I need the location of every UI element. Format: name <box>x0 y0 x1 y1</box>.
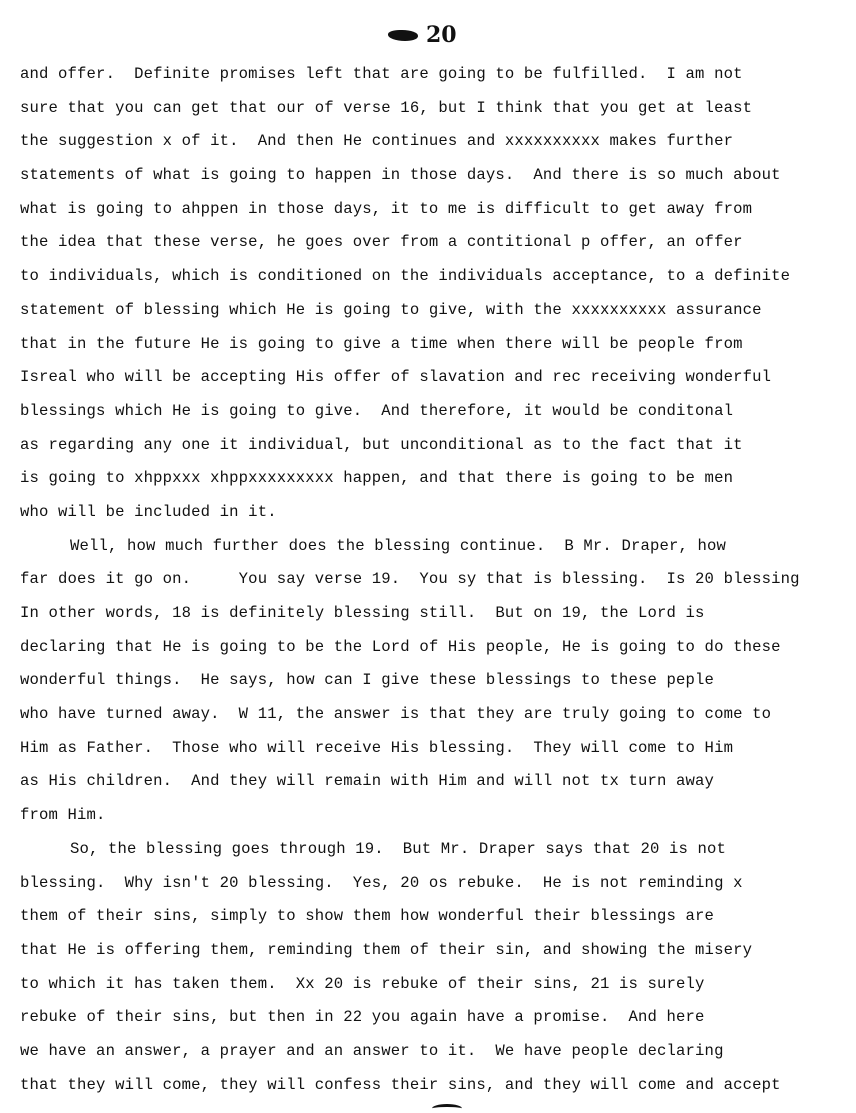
text-line: who have turned away. W 11, the answer is that they are truly going to come to <box>20 705 772 724</box>
text-line: them of their sins, simply to show them how wonderful their blessings are <box>20 907 715 926</box>
text-line: is going to xhppxxx xhppxxxxxxxxx happen, and that there is going to be men <box>20 469 734 488</box>
text-line: from Him. <box>20 806 106 825</box>
page-number <box>388 22 457 48</box>
text-line: blessings which He is going to give. And therefore, it would be conditonal <box>20 401 734 420</box>
text-line: In other words, 18 is definitely blessing still. But on 19, the Lord is <box>20 604 705 622</box>
text-line: Him as Father. Those who will receive His blessing. They will come to Him <box>20 738 734 757</box>
text-line: statement of blessing which He is going to give, with the xxxxxxxxxx assurance <box>20 300 762 319</box>
text-line: declaring that He is going to be the Lord of His people, He is going to do these <box>20 637 781 656</box>
text-line: what is going to ahppen in those days, it to me is difficult to get away from <box>20 199 753 218</box>
text-line: blessing. Why isn't 20 blessing. Yes, 20 os rebuke. He is not reminding x <box>20 873 743 892</box>
page-number-text: 20 <box>426 22 457 48</box>
text-line: to which it has taken them. Xx 20 is rebuke of their sins, 21 is surely <box>20 974 705 993</box>
text-line: that they will come, they will confess their sins, and they will come and accept <box>20 1075 781 1094</box>
text-line: wonderful things. He says, how can I give these blessings to these peple <box>20 671 715 690</box>
text-line: statements of what is going to happen in those days. And there is so much about <box>20 166 781 185</box>
text-line: as regarding any one it individual, but unconditional as to the fact that it <box>20 435 743 454</box>
text-line: sure that you can get that our of verse 16, but I think that you get at least <box>20 98 753 117</box>
text-line: that in the future He is going to give a time when there will be people from <box>20 334 743 353</box>
text-line: the idea that these verse, he goes over from a contitional p offer, an offer <box>20 233 743 252</box>
text-line: who will be included in it. <box>20 502 277 521</box>
text-line: Well, how much further does the blessing continue. B Mr. Draper, how <box>70 536 727 555</box>
text-line: Isreal who will be accepting His offer of slavation and rec receiving wonderful <box>20 368 772 387</box>
text-line: far does it go on. You say verse 19. You sy that is blessing. Is 20 blessing <box>20 570 800 589</box>
page-edge-mark <box>432 1104 462 1113</box>
text-line: that He is offering them, reminding them of their sin, and showing the misery <box>20 940 753 959</box>
text-line: as His children. And they will remain with Him and will not tx turn away <box>20 772 715 791</box>
text-line: rebuke of their sins, but then in 22 you again have a promise. And here <box>20 1008 705 1027</box>
text-line: we have an answer, a prayer and an answer to it. We have people declaring <box>20 1041 724 1060</box>
body-text <box>20 58 850 1102</box>
text-line: and offer. Definite promises left that are going to be fulfilled. I am not <box>20 65 743 83</box>
ink-blot-mark <box>388 30 418 41</box>
text-line: to individuals, which is conditioned on the individuals acceptance, to a definite <box>20 267 791 286</box>
text-line: the suggestion x of it. And then He continues and xxxxxxxxxx makes further <box>20 132 734 151</box>
text-line: So, the blessing goes through 19. But Mr. Draper says that 20 is not <box>70 839 727 858</box>
